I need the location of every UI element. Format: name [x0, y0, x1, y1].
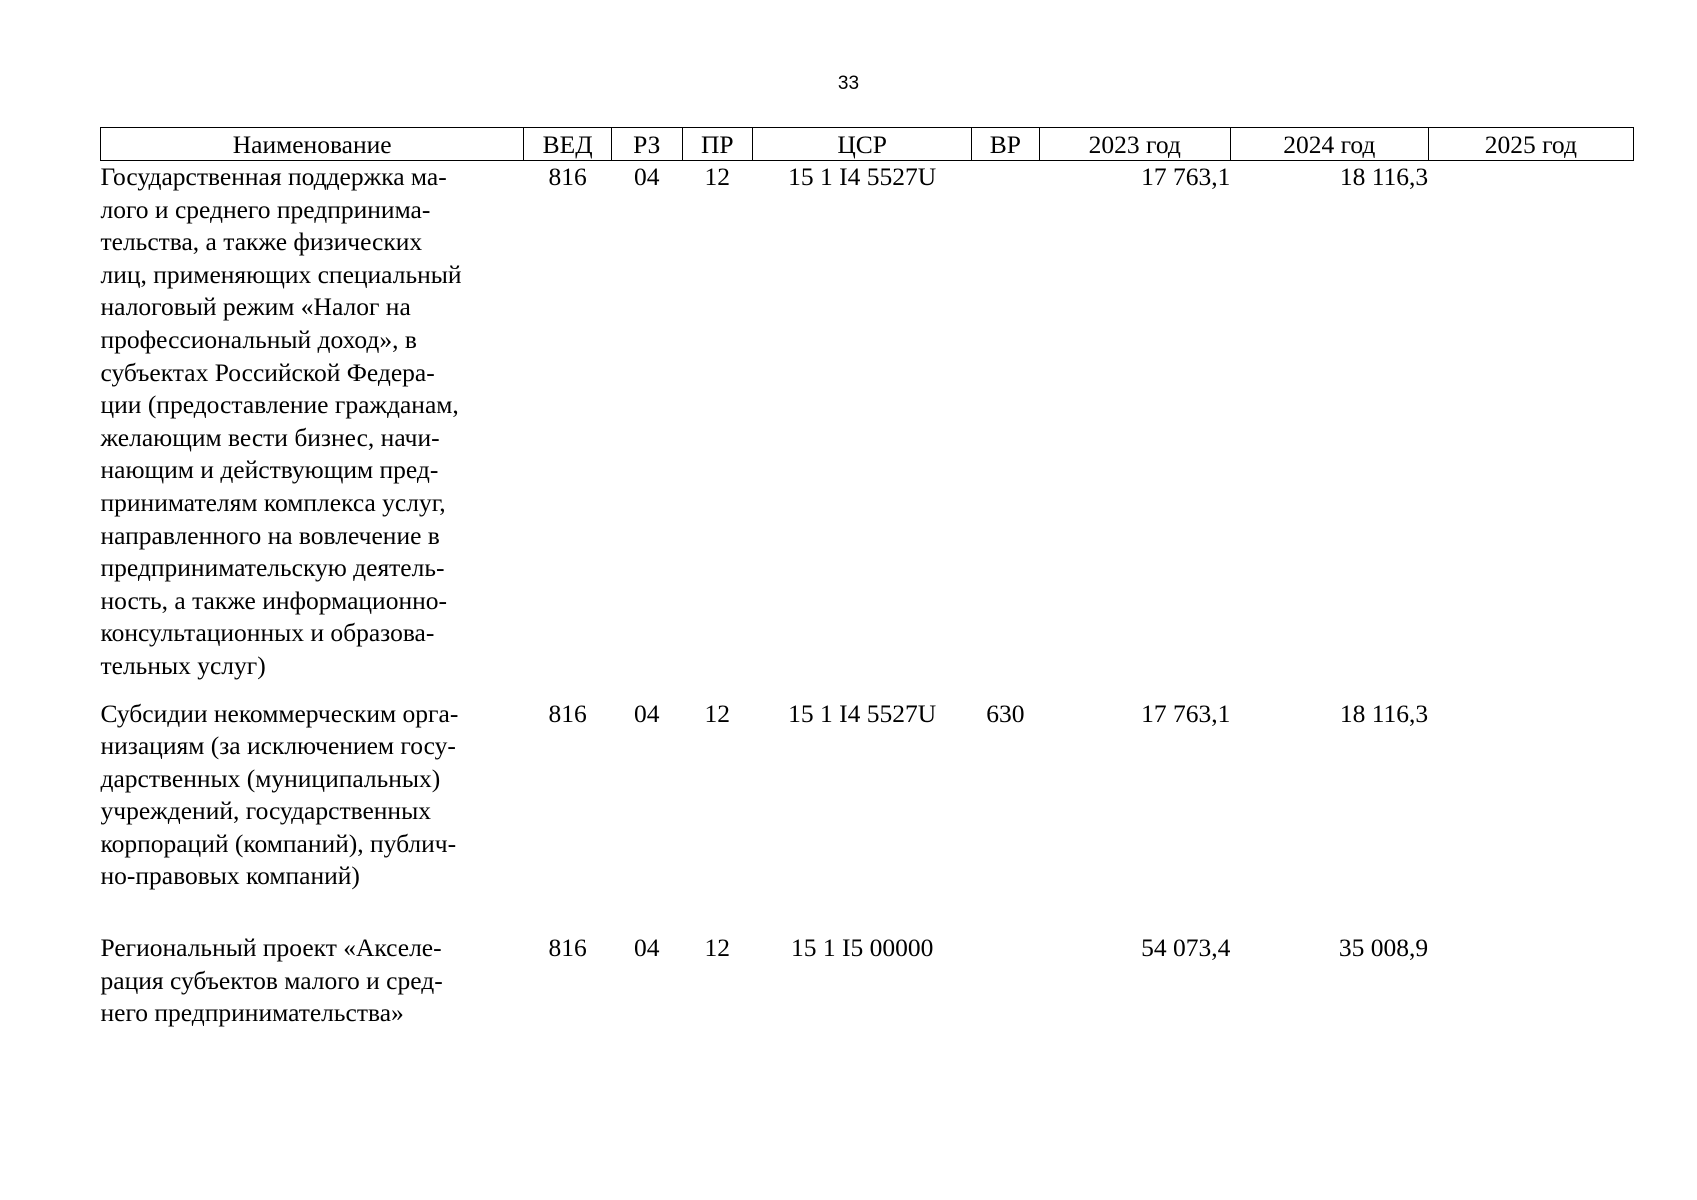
page-number: 33 — [837, 73, 860, 94]
header-2023: 2023 год — [1039, 128, 1230, 161]
row-name-line: него предпринимательства» — [100, 998, 404, 1028]
row-name-line: ность, а также информационно- — [100, 585, 447, 615]
row-name-line: желающим вести бизнес, начи- — [100, 422, 440, 452]
header-rz: РЗ — [611, 128, 682, 161]
header-name: Наименование — [101, 128, 524, 161]
cell-rz: 04 — [634, 933, 660, 963]
cell-vr: 630 — [986, 698, 1025, 728]
row-name-cell — [101, 932, 524, 1030]
cell-csr: 15 1 I5 00000 — [790, 933, 934, 963]
cell-pr: 12 — [704, 698, 731, 728]
cell-2024: 35 008,9 — [1338, 933, 1429, 963]
cell-pr: 12 — [704, 162, 731, 191]
cell-2023: 17 763,1 — [1141, 162, 1231, 191]
row-name-line: субъектах Российской Федера- — [100, 357, 435, 387]
row-name-line: профессиональный доход», в — [100, 324, 417, 354]
row-name-line: ции (предоставление гражданам, — [100, 390, 459, 420]
row-name-line: Государственная поддержка ма- — [100, 162, 447, 191]
cell-vr — [972, 932, 1039, 1030]
header-csr: ЦСР — [753, 128, 972, 161]
table-row — [101, 161, 1634, 683]
cell-rz: 04 — [634, 162, 660, 191]
cell-2025 — [1428, 932, 1633, 1030]
row-name-line: лого и среднего предпринима- — [100, 194, 431, 224]
table-row — [101, 932, 1634, 1030]
cell-vr — [972, 161, 1039, 683]
row-name-line: Региональный проект «Акселе- — [100, 933, 442, 963]
row-name-line: консультационных и образова- — [100, 618, 435, 648]
cell-pr: 12 — [704, 933, 731, 963]
row-name-cell — [101, 698, 524, 894]
cell-2025 — [1428, 161, 1633, 683]
budget-table — [100, 127, 1634, 1030]
row-name-line: рация субъектов малого и сред- — [100, 965, 443, 995]
cell-ved: 816 — [548, 698, 587, 728]
cell-2025 — [1428, 698, 1633, 894]
row-name-line: Субсидии некоммерческим орга- — [100, 698, 459, 728]
header-vr: ВР — [972, 128, 1039, 161]
cell-rz: 04 — [634, 698, 660, 728]
cell-ved: 816 — [548, 162, 587, 191]
row-name-line: но-правовых компаний) — [100, 861, 360, 891]
row-name-line: нающим и действующим пред- — [100, 455, 439, 485]
cell-csr: 15 1 I4 5527U — [788, 162, 937, 191]
row-name-line: предпринимательскую деятель- — [100, 553, 445, 583]
row-name-line: учреждений, государственных — [100, 796, 431, 826]
cell-csr: 15 1 I4 5527U — [788, 698, 937, 728]
row-name-line: тельных услуг) — [100, 650, 266, 680]
header-2025: 2025 год — [1428, 128, 1633, 161]
cell-2023: 54 073,4 — [1141, 933, 1231, 963]
row-name-line: дарственных (муниципальных) — [100, 763, 441, 793]
row-name-line: направленного на вовлечение в — [100, 520, 440, 550]
cell-2024: 18 116,3 — [1339, 162, 1429, 191]
row-name-cell — [101, 161, 524, 683]
cell-2023: 17 763,1 — [1141, 698, 1231, 728]
cell-2024: 18 116,3 — [1339, 698, 1429, 728]
header-2024: 2024 год — [1230, 128, 1428, 161]
row-name-line: налоговый режим «Налог на — [100, 292, 411, 322]
row-name-line: лиц, применяющих специальный — [100, 259, 462, 289]
header-ved: ВЕД — [524, 128, 612, 161]
row-name-line: принимателям комплекса услуг, — [100, 487, 446, 517]
table-header-row — [101, 128, 1634, 161]
table-row — [101, 698, 1634, 894]
cell-ved: 816 — [548, 933, 587, 963]
row-name-line: низациям (за исключением госу- — [100, 731, 456, 761]
row-name-line: тельства, а также физических — [100, 227, 423, 257]
row-spacer — [101, 893, 1634, 932]
row-spacer — [101, 683, 1634, 698]
row-name-line: корпораций (компаний), публич- — [100, 828, 457, 858]
header-pr: ПР — [682, 128, 753, 161]
